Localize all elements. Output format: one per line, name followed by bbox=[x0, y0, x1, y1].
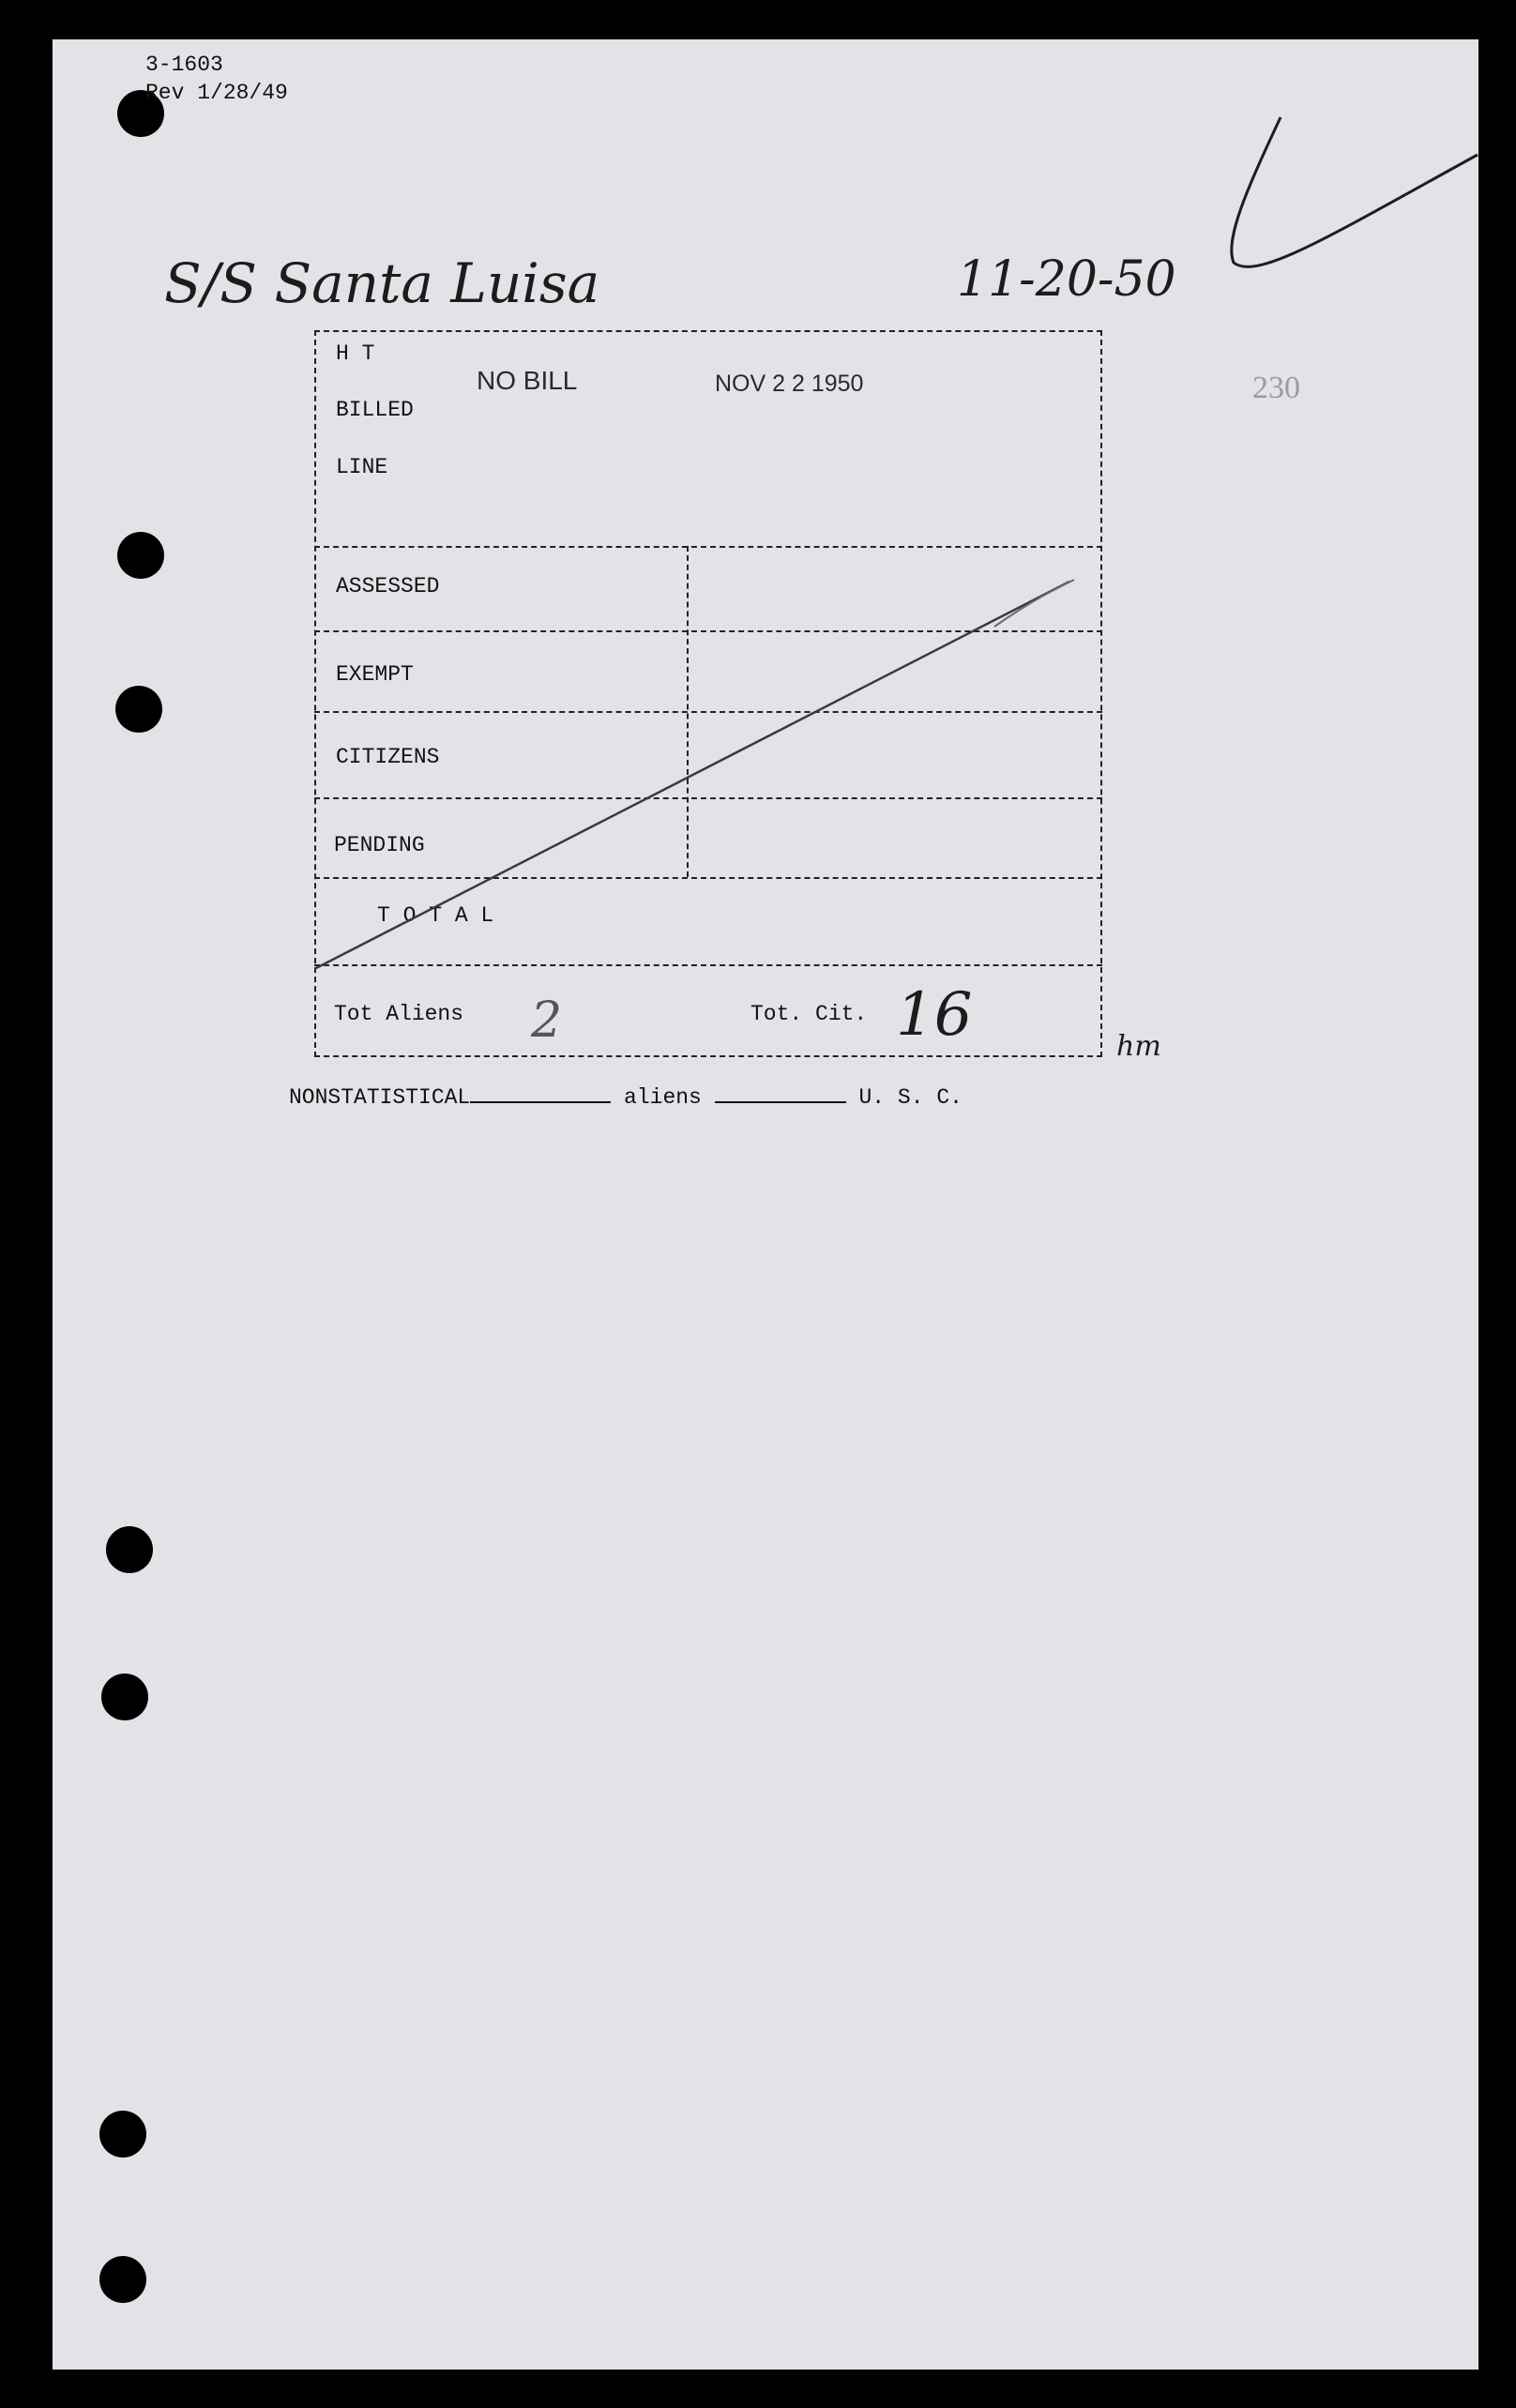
stamp-number: 230 bbox=[1252, 371, 1300, 405]
received-date-stamp: NOV 2 2 1950 bbox=[715, 371, 864, 397]
strike-end-flourish bbox=[994, 580, 1074, 627]
label-ht: H T bbox=[336, 341, 375, 366]
aliens-label: aliens bbox=[624, 1085, 702, 1110]
row-label-citizens: CITIZENS bbox=[336, 745, 440, 769]
no-bill-stamp: NO BILL bbox=[477, 366, 578, 395]
tot-aliens-label: Tot Aliens bbox=[334, 1002, 464, 1026]
label-billed: BILLED bbox=[336, 398, 414, 422]
header-date: 11-20-50 bbox=[957, 251, 1176, 308]
initials: hm bbox=[1116, 1030, 1161, 1063]
strike-through-line bbox=[316, 582, 1069, 968]
row-label-assessed: ASSESSED bbox=[336, 574, 440, 598]
form-revision: Rev 1/28/49 bbox=[145, 81, 288, 105]
tot-cit-label: Tot. Cit. bbox=[750, 1002, 868, 1026]
row-label-exempt: EXEMPT bbox=[336, 662, 414, 687]
checkmark-mark bbox=[1232, 117, 1478, 266]
label-line: LINE bbox=[336, 455, 388, 479]
tot-aliens-value: 2 bbox=[531, 992, 563, 1049]
tot-cit-value: 16 bbox=[896, 980, 973, 1050]
usc-label: U. S. C. bbox=[858, 1085, 963, 1110]
total-label: T O T A L bbox=[377, 903, 494, 928]
row-label-pending: PENDING bbox=[334, 833, 425, 857]
ship-name: S/S Santa Luisa bbox=[164, 251, 600, 315]
nonstatistical-label: NONSTATISTICAL bbox=[289, 1085, 471, 1110]
form-number: 3-1603 bbox=[145, 53, 223, 77]
